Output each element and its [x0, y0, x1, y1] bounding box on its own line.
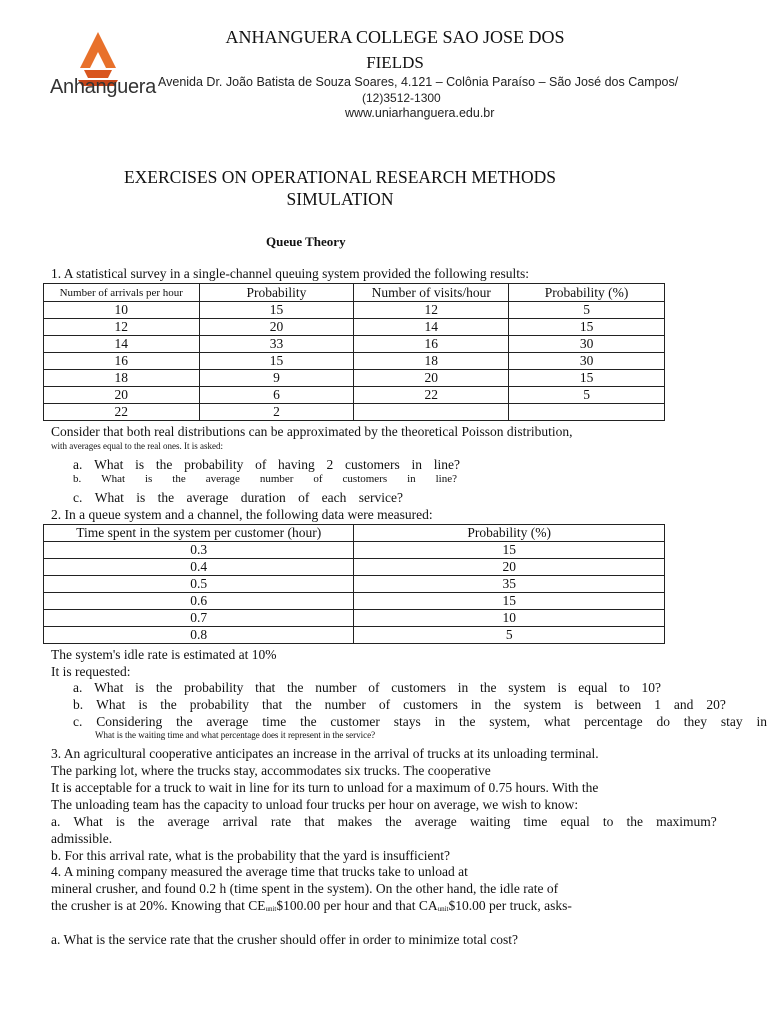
q1-item-c	[73, 490, 403, 506]
table-cell: 0.6	[44, 593, 354, 610]
table-cell: 20	[354, 559, 665, 576]
word: a.	[73, 457, 83, 472]
q2-header-probability: Probability (%)	[354, 525, 665, 542]
word: the	[287, 680, 304, 695]
word: to	[619, 680, 630, 695]
q1-item-a-text	[73, 457, 460, 473]
word: duration	[240, 490, 286, 505]
word: the	[385, 814, 402, 829]
word: the	[157, 490, 175, 505]
word: is	[574, 697, 584, 712]
word: stay	[720, 714, 743, 729]
table-row	[44, 576, 665, 593]
q2-item-c-text	[73, 714, 767, 730]
table-cell	[509, 404, 665, 421]
table-cell: 22	[354, 387, 509, 404]
q4-item-a: a. What is the service rate that the crusher should offer in order to minimize total cost?	[51, 932, 518, 947]
word: the	[300, 714, 317, 729]
table-cell: 10	[44, 302, 200, 319]
word: number	[324, 697, 366, 712]
table-cell: 0.8	[44, 627, 354, 644]
table-cell: 20	[44, 387, 200, 404]
q1-consider: Consider that both real distributions can be approximated by the theoretical Poisson distribution,	[51, 424, 573, 439]
table-row	[44, 559, 665, 576]
q1-header-arrivals: Number of arrivals per hour	[44, 284, 200, 302]
word: What	[94, 490, 124, 505]
q1-header-visits: Number of visits/hour	[354, 284, 509, 302]
q2-idle: The system's idle rate is estimated at 10%	[51, 647, 277, 662]
q4-line2: mineral crusher, and found 0.2 h (time spent in the system). On the other hand, the idle rate of	[51, 881, 559, 896]
q3-line3: It is acceptable for a truck to wait in line for its turn to unload for a maximum of 0.75 hours. With the	[51, 780, 599, 795]
word: line?	[433, 457, 460, 472]
table-cell: 0.4	[44, 559, 354, 576]
q4-line3-part2: $100.00 per hour and that CA	[276, 898, 438, 913]
word: time	[262, 714, 287, 729]
word: equal	[560, 814, 590, 829]
q2-item-c	[73, 714, 767, 730]
q4-line3-part1: the crusher is at 20%. Knowing that CE	[51, 898, 266, 913]
word: stays	[393, 714, 421, 729]
word: the	[479, 680, 497, 695]
word: system	[508, 680, 546, 695]
word: 2	[326, 457, 334, 472]
word: the	[160, 697, 177, 712]
word: customers	[403, 697, 458, 712]
word: probability	[184, 680, 244, 695]
q3-item-a	[51, 814, 717, 830]
word: What	[73, 814, 103, 829]
table-cell: 10	[354, 610, 665, 627]
word: percentage	[584, 714, 643, 729]
q4-line3-sub2: unit	[437, 905, 449, 913]
table-cell: 16	[354, 336, 509, 353]
word: probability	[184, 457, 244, 472]
q3-item-a-text	[51, 814, 717, 830]
word: average	[414, 814, 457, 829]
word: the	[155, 680, 173, 695]
doc-title-line1: EXERCISES ON OPERATIONAL RESEARCH METHODS	[123, 167, 556, 187]
word: in	[470, 697, 482, 712]
q2-item-a	[73, 680, 661, 696]
word: a.	[73, 680, 83, 695]
table-row	[44, 370, 665, 387]
word: is	[138, 697, 148, 712]
word: and	[673, 697, 694, 712]
college-website[interactable]: www.uniarhanguera.edu.br	[345, 106, 495, 120]
q3-line2: The parking lot, where the trucks stay, accommodates six trucks. The cooperative	[51, 763, 491, 778]
word: having	[278, 457, 315, 472]
college-address: Avenida Dr. João Batista de Souza Soares, 4.121 – Colônia Paraíso – São José dos Campos/	[158, 75, 679, 89]
q4-line3-sub1: unit	[265, 905, 277, 913]
word: is	[135, 680, 145, 695]
word: do	[656, 714, 670, 729]
word: in	[434, 714, 446, 729]
word: What	[94, 680, 124, 695]
college-name-line2: FIELDS	[366, 53, 424, 72]
word: system,	[489, 714, 531, 729]
table-row	[44, 542, 665, 559]
table-cell: 15	[354, 542, 665, 559]
word: 10?	[641, 680, 661, 695]
word: c.	[73, 714, 83, 729]
table-cell: 22	[44, 404, 200, 421]
table-row	[44, 387, 665, 404]
word: makes	[337, 814, 373, 829]
word: is	[115, 814, 125, 829]
q2-item-c-small: What is the waiting time and what percentage does it represent in the service?	[95, 730, 376, 740]
word: in	[411, 457, 423, 472]
table-cell: 6	[199, 387, 354, 404]
doc-title-line2: SIMULATION	[286, 189, 394, 209]
table-cell	[354, 404, 509, 421]
word: in	[457, 680, 469, 695]
word: is	[136, 490, 146, 505]
table-cell: 15	[199, 302, 354, 319]
q1-item-c-text	[73, 490, 403, 506]
table-cell: 5	[509, 302, 665, 319]
word: of	[378, 697, 391, 712]
word: the	[176, 714, 193, 729]
table-cell: 0.5	[44, 576, 354, 593]
table-cell: 18	[354, 353, 509, 370]
word: in	[756, 714, 767, 729]
table-cell: 33	[199, 336, 354, 353]
word: a.	[51, 814, 61, 829]
word: the	[458, 714, 476, 729]
college-phone: (12)3512-1300	[362, 91, 441, 105]
table-cell: 30	[509, 336, 665, 353]
word: time	[523, 814, 548, 829]
table-row	[44, 593, 665, 610]
table-cell: 2	[199, 404, 354, 421]
q4-line3-part3: $10.00 per truck, asks-	[448, 898, 572, 913]
word: customer	[330, 714, 380, 729]
word: to	[602, 814, 614, 829]
word: average	[186, 490, 229, 505]
word: of	[368, 680, 380, 695]
doc-subtitle: Queue Theory	[266, 234, 346, 249]
word: system	[523, 697, 562, 712]
word: b.	[73, 697, 84, 712]
table-cell: 0.3	[44, 542, 354, 559]
q2-item-b	[73, 697, 726, 713]
q1-consider-small: with averages equal to the real ones. It is asked:	[51, 441, 223, 451]
word: What	[96, 697, 126, 712]
word: the	[295, 697, 312, 712]
word: waiting	[469, 814, 511, 829]
table-cell: 20	[199, 319, 354, 336]
word: customers	[391, 680, 446, 695]
table-cell: 20	[354, 370, 509, 387]
word: average	[167, 814, 210, 829]
q2-header-time: Time spent in the system per customer (hour)	[44, 525, 354, 542]
q3-line1: 3. An agricultural cooperative anticipates an increase in the arrival of trucks at its unloading terminal.	[51, 746, 599, 761]
q4-line1: 4. A mining company measured the average time that trucks take to unload at	[51, 864, 468, 879]
word: 20?	[706, 697, 726, 712]
word: customers	[345, 457, 400, 472]
word: What	[101, 473, 126, 485]
word: maximum?	[656, 814, 717, 829]
q1-item-a	[73, 457, 460, 473]
word: the	[626, 814, 643, 829]
table-row	[44, 336, 665, 353]
table-row	[44, 302, 665, 319]
table-cell: 14	[44, 336, 200, 353]
q2-table	[43, 524, 665, 644]
q3-line4: The unloading team has the capacity to unload four trucks per hour on average, we wish to know:	[51, 797, 579, 812]
college-name-line1: ANHANGUERA COLLEGE SAO JOSE DOS	[225, 27, 565, 47]
word: line?	[435, 473, 457, 485]
word: between	[596, 697, 642, 712]
table-cell: 0.7	[44, 610, 354, 627]
word: number	[315, 680, 357, 695]
table-cell: 15	[199, 353, 354, 370]
word: of	[313, 473, 323, 485]
word: is	[557, 680, 567, 695]
word: is	[144, 473, 153, 485]
table-cell: 5	[354, 627, 665, 644]
word: each	[321, 490, 347, 505]
word: 1	[654, 697, 661, 712]
table-cell: 35	[354, 576, 665, 593]
table-row	[44, 627, 665, 644]
word: rate	[270, 814, 292, 829]
word: c.	[73, 490, 83, 505]
table-row	[44, 610, 665, 627]
q2-intro: 2. In a queue system and a channel, the following data were measured:	[51, 507, 433, 522]
q2-requested: It is requested:	[51, 664, 131, 679]
word: arrival	[222, 814, 258, 829]
word: number	[259, 473, 294, 485]
table-cell: 9	[199, 370, 354, 387]
table-cell: 12	[354, 302, 509, 319]
logo-text: Anhanguera	[50, 76, 156, 98]
word: that	[304, 814, 325, 829]
word: that	[261, 697, 283, 712]
q4-line3	[51, 898, 572, 914]
q1-intro: 1. A statistical survey in a single-channel queuing system provided the following results:	[51, 266, 530, 281]
word: they	[683, 714, 708, 729]
table-row	[44, 404, 665, 421]
word: service?	[358, 490, 403, 505]
word: is	[135, 457, 145, 472]
table-row	[44, 353, 665, 370]
word: probability	[189, 697, 250, 712]
word: average	[205, 473, 240, 485]
table-cell: 18	[44, 370, 200, 387]
q2-item-b-text	[73, 697, 726, 713]
table-cell: 12	[44, 319, 200, 336]
word: what	[544, 714, 571, 729]
word: the	[137, 814, 155, 829]
word: customers	[342, 473, 388, 485]
q1-item-b-text	[73, 473, 457, 485]
word: the	[155, 457, 173, 472]
word: What	[94, 457, 124, 472]
table-cell: 15	[509, 370, 665, 387]
word: the	[494, 697, 511, 712]
q3-item-a-cont: admissible.	[51, 831, 113, 846]
word: that	[255, 680, 276, 695]
word: b.	[73, 473, 82, 485]
table-cell: 15	[509, 319, 665, 336]
q1-table	[43, 283, 665, 421]
word: the	[172, 473, 186, 485]
word: of	[255, 457, 267, 472]
q1-item-b	[73, 473, 457, 485]
table-cell: 30	[509, 353, 665, 370]
table-cell: 15	[354, 593, 665, 610]
q1-header-probability-pct: Probability (%)	[509, 284, 665, 302]
word: Considering	[96, 714, 163, 729]
word: average	[206, 714, 249, 729]
table-cell: 5	[509, 387, 665, 404]
table-row	[44, 319, 665, 336]
q2-item-a-text	[73, 680, 661, 696]
word: of	[298, 490, 310, 505]
table-cell: 14	[354, 319, 509, 336]
q1-header-probability: Probability	[199, 284, 354, 302]
q3-item-b: b. For this arrival rate, what is the probability that the yard is insufficient?	[51, 848, 451, 863]
table-cell: 16	[44, 353, 200, 370]
word: equal	[578, 680, 608, 695]
word: in	[407, 473, 416, 485]
